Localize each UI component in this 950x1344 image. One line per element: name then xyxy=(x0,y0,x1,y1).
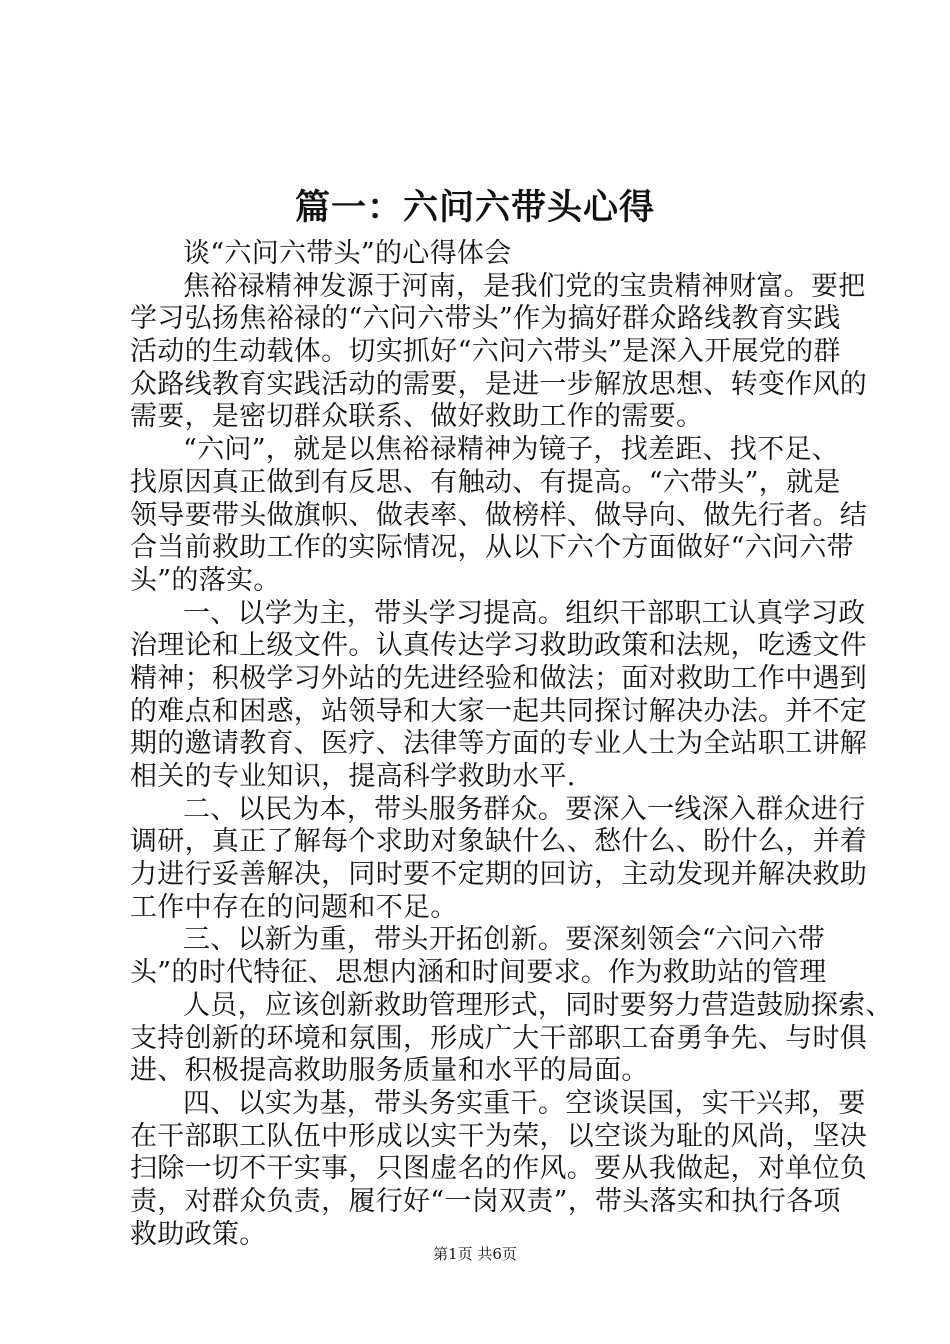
text-line: 扫除一切不干实事，只图虚名的作风。要从我做起，对单位负 xyxy=(130,1153,868,1185)
text-line: “六问”，就是以焦裕禄精神为镜子，找差距、找不足、 xyxy=(183,434,840,466)
text-line: 精神；积极学习外站的先进经验和做法；面对救助工作中遇到 xyxy=(130,662,868,694)
text-line: 支持创新的环境和氛围，形成广大干部职工奋勇争先、与时俱 xyxy=(130,1022,868,1054)
text-line: 领导要带头做旗帜、做表率、做榜样、做导向、做先行者。结 xyxy=(130,499,868,531)
text-line: 焦裕禄精神发源于河南，是我们党的宝贵精神财富。要把 xyxy=(183,270,866,302)
text-line: 四、以实为基，带头务实重干。空谈误国，实干兴邦，要 xyxy=(183,1087,866,1119)
text-line: 救助政策。 xyxy=(130,1218,267,1250)
text-line: 的难点和困惑，站领导和大家一起共同探讨解决办法。并不定 xyxy=(130,695,868,727)
text-line: 相关的专业知识，提高科学救助水平. xyxy=(130,761,576,792)
text-line: 治理论和上级文件。认真传达学习救助政策和法规，吃透文件 xyxy=(130,630,868,662)
text-line: 合当前救助工作的实际情况，从以下六个方面做好“六问六带 xyxy=(130,532,854,564)
page-footer: 第1页 共6页 xyxy=(433,1245,517,1263)
text-line: 三、以新为重，带头开拓创新。要深刻领会“六问六带 xyxy=(183,924,826,956)
text-line: 学习弘扬焦裕禄的“六问六带头”作为搞好群众路线教育实践 xyxy=(130,303,841,335)
text-line: 头”的时代特征、思想内涵和时间要求。作为救助站的管理 xyxy=(130,957,827,989)
document-title: 篇一：六问六带头心得 xyxy=(294,187,655,228)
text-line: 头”的落实。 xyxy=(130,564,281,596)
text-line: 期的邀请教育、医疗、法律等方面的专业人士为全站职工讲解 xyxy=(130,728,868,760)
text-line: 人员，应该创新救助管理形式，同时要努力营造鼓励探索、 xyxy=(183,989,893,1021)
text-line: 工作中存在的问题和不足。 xyxy=(130,891,458,923)
text-line: 一、以学为主，带头学习提高。组织干部职工认真学习政 xyxy=(183,597,866,629)
text-line: 在干部职工队伍中形成以实干为荣，以空谈为耻的风尚，坚决 xyxy=(130,1120,868,1152)
text-line: 找原因真正做到有反思、有触动、有提高。“六带头”，就是 xyxy=(130,466,841,498)
document-body xyxy=(130,238,893,1251)
text-line: 力进行妥善解决，同时要不定期的回访，主动发现并解决救助 xyxy=(130,859,868,891)
text-line: 众路线教育实践活动的需要，是进一步解放思想、转变作风的 xyxy=(130,368,868,400)
text-line: 二、以民为本，带头服务群众。要深入一线深入群众进行 xyxy=(183,793,866,825)
text-line: 进、积极提高救助服务质量和水平的局面。 xyxy=(130,1055,649,1087)
text-line: 谈“六问六带头”的心得体会 xyxy=(183,238,512,269)
text-line: 需要，是密切群众联系、做好救助工作的需要。 xyxy=(130,401,704,433)
text-line: 活动的生动载体。切实抓好“六问六带头”是深入开展党的群 xyxy=(130,336,841,368)
text-line: 责，对群众负责，履行好“一岗双责”，带头落实和执行各项 xyxy=(130,1185,841,1217)
text-line: 调研，真正了解每个求助对象缺什么、愁什么、盼什么，并着 xyxy=(130,826,868,858)
